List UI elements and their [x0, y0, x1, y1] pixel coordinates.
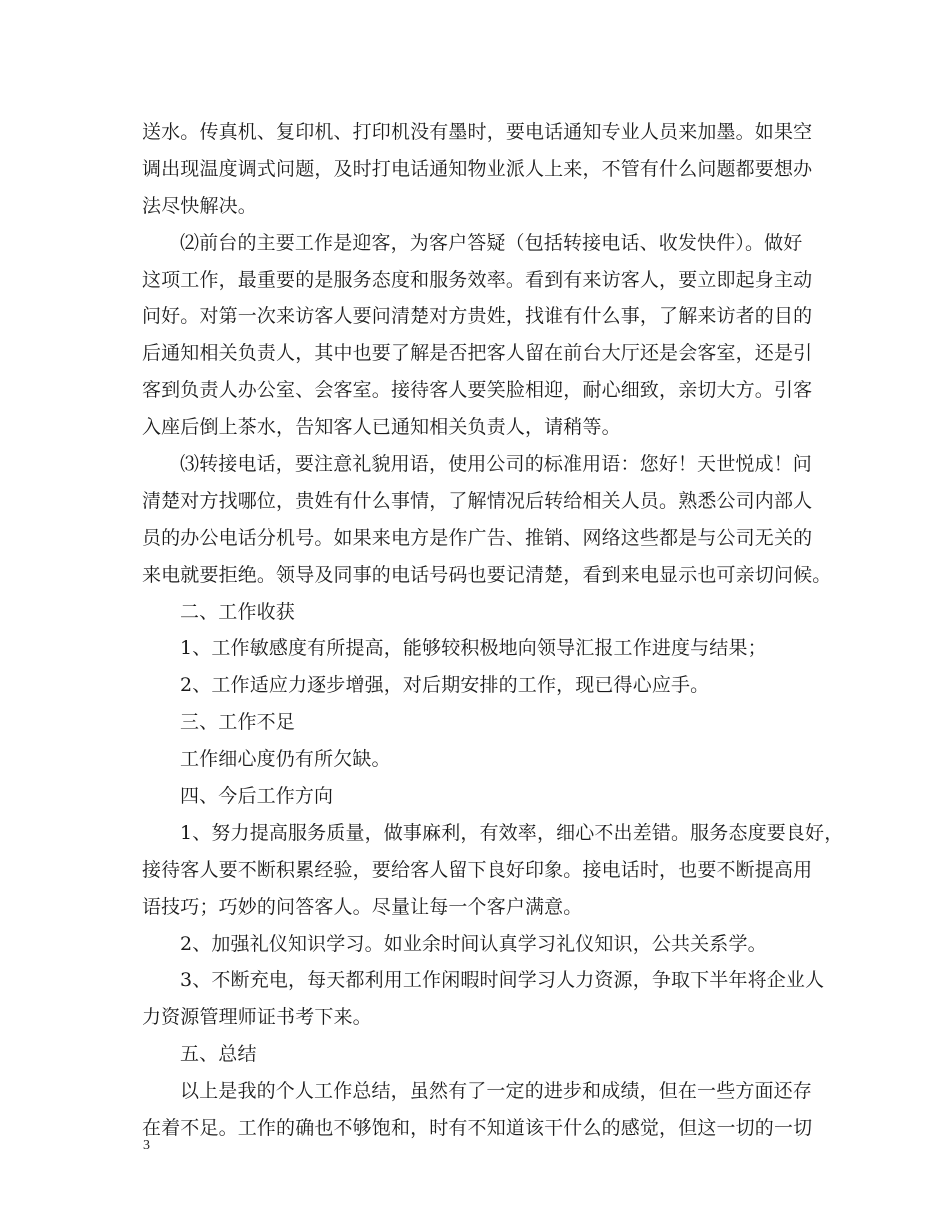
- text-line: 力资源管理师证书考下来。: [142, 1006, 372, 1029]
- text-line: 清楚对方找哪位，贵姓有什么事情，了解情况后转给相关人员。熟悉公司内部人: [142, 489, 813, 512]
- text-line: 法尽快解决。: [142, 194, 257, 217]
- text-line: 入座后倒上茶水，告知客人已通知相关负责人，请稍等。: [142, 416, 621, 439]
- text-line: 客到负责人办公室、会客室。接待客人要笑脸相迎，耐心细致，亲切大方。引客: [142, 379, 813, 402]
- text-line: 员的办公电话分机号。如果来电方是作广告、推销、网络这些都是与公司无关的: [142, 526, 813, 549]
- text-line: 2、加强礼仪知识学习。如业余时间认真学习礼仪知识，公共关系学。: [180, 932, 767, 955]
- text-line: 1、工作敏感度有所提高，能够较积极地向领导汇报工作进度与结果；: [180, 637, 767, 660]
- text-line: 后通知相关负责人，其中也要了解是否把客人留在前台大厅还是会客室，还是引: [142, 342, 813, 365]
- text-line: 三、工作不足: [180, 711, 295, 734]
- text-line: 问好。对第一次来访客人要问清楚对方贵姓，找谁有什么事，了解来访者的目的: [142, 305, 813, 328]
- document-body: [142, 114, 844, 1147]
- text-line: 工作细心度仍有所欠缺。: [180, 748, 391, 771]
- text-line: 二、工作收获: [180, 600, 295, 623]
- text-line: 四、今后工作方向: [180, 785, 334, 808]
- text-line: ⑶转接电话，要注意礼貌用语，使用公司的标准用语：您好！天世悦成！问: [180, 453, 812, 476]
- text-line: 接待客人要不断积累经验，要给客人留下良好印象。接电话时，也要不断提高用: [142, 858, 813, 881]
- text-line: 这项工作，最重要的是服务态度和服务效率。看到有来访客人，要立即起身主动: [142, 268, 813, 291]
- text-line: 3、不断充电，每天都利用工作闲暇时间学习人力资源，争取下半年将企业人: [180, 969, 825, 992]
- text-line: 调出现温度调式问题，及时打电话通知物业派人上来，不管有什么问题都要想办: [142, 157, 813, 180]
- page-number: 3: [143, 1138, 150, 1153]
- text-line: 来电就要拒绝。领导及同事的电话号码也要记清楚，看到来电显示也可亲切问候。: [142, 563, 832, 586]
- text-line: ⑵前台的主要工作是迎客，为客户答疑（包括转接电话、收发快件）。做好: [180, 231, 803, 254]
- text-line: 五、总结: [180, 1043, 257, 1066]
- text-line: 在着不足。工作的确也不够饱和，时有不知道该干什么的感觉，但这一切的一切: [142, 1117, 813, 1140]
- text-line: 以上是我的个人工作总结，虽然有了一定的进步和成绩，但在一些方面还存: [180, 1080, 812, 1103]
- text-line: 1、努力提高服务质量，做事麻利，有效率，细心不出差错。服务态度要良好，: [180, 821, 844, 844]
- text-line: 送水。传真机、复印机、打印机没有墨时，要电话通知专业人员来加墨。如果空: [142, 121, 813, 143]
- text-line: 语技巧；巧妙的问答客人。尽量让每一个客户满意。: [142, 895, 583, 918]
- text-line: 2、工作适应力逐步增强，对后期安排的工作，现已得心应手。: [180, 674, 710, 697]
